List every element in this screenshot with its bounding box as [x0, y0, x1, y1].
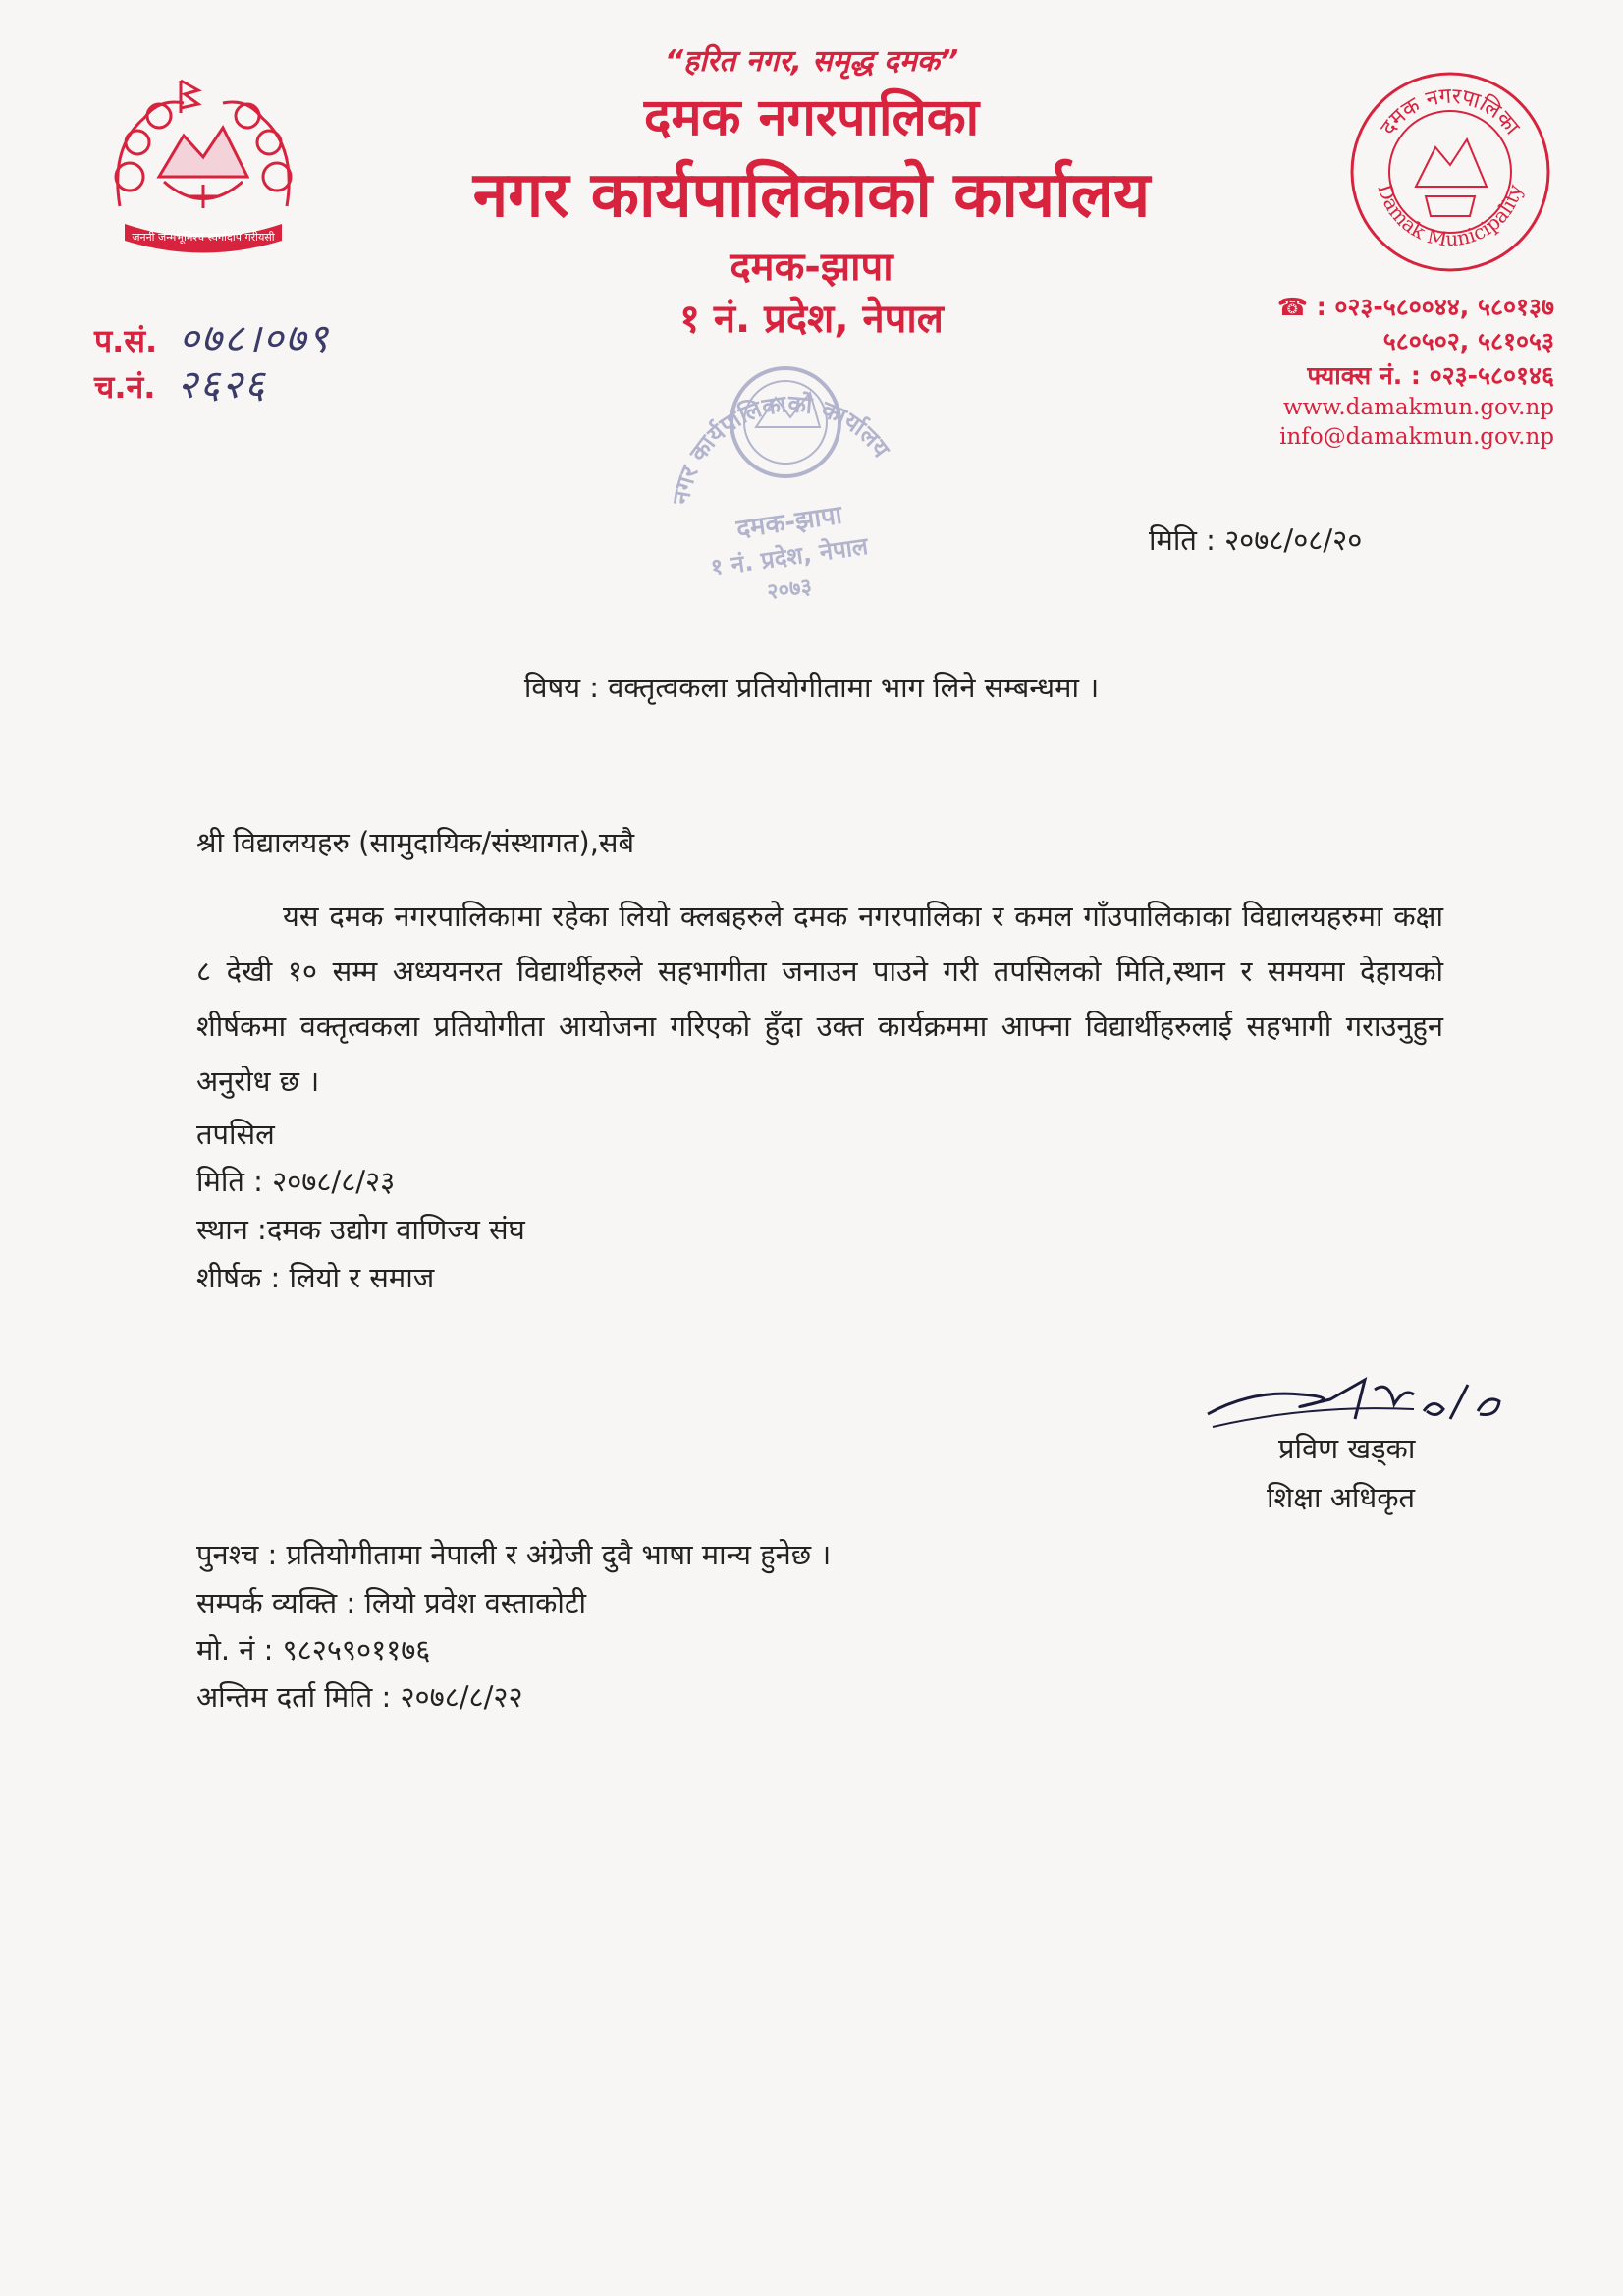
details-venue: स्थान :दमक उद्योग वाणिज्य संघ	[196, 1213, 525, 1246]
seal-bottom-text: Damak Municipality	[1373, 181, 1528, 251]
cn-value: २६२६	[177, 362, 267, 408]
letter-date: मिति : २०७८/०८/२०	[1149, 523, 1363, 557]
details-heading: तपसिल	[196, 1118, 275, 1151]
ps-label: प.सं.	[94, 322, 158, 359]
office-province: १ नं. प्रदेश, नेपाल	[679, 297, 944, 342]
office-location: दमक-झापा	[730, 245, 893, 290]
office-stamp-icon	[643, 329, 928, 614]
phone-line-2: ५८०५०२, ५८१०५३	[1382, 327, 1554, 355]
cn-number	[94, 355, 267, 410]
ps-value: ०७८।०७९	[179, 316, 331, 361]
stamp-line-4: २०७३	[765, 574, 814, 606]
details-date: मिति : २०७८/८/२३	[196, 1165, 396, 1198]
stamp-line-1: नगर कार्यपालिकाको कार्यालय	[667, 390, 895, 507]
svg-text:नगर कार्यपालिकाको कार्यालय	[654, 376, 900, 511]
postscript-deadline: अन्तिम दर्ता मिति : २०७८/८/२२	[196, 1680, 523, 1714]
municipality-name: दमक नगरपालिका	[643, 88, 980, 147]
letter-addressee: श्री विद्यालयहरु (सामुदायिक/संस्थागत),सबै	[196, 826, 635, 859]
stamp-line-3: १ नं. प्रदेश, नेपाल	[709, 531, 870, 582]
emblem-caption: जननी जन्मभूमिश्च स्वर्गादपि गरीयसी	[132, 231, 275, 244]
stamp-line-2: दमक-झापा	[734, 500, 844, 545]
postscript-contact-person: सम्पर्क व्यक्ति : लियो प्रवेश वस्ताकोटी	[196, 1586, 586, 1619]
slogan: “हरित नगर, समृद्ध दमक”	[664, 44, 959, 79]
letter-paragraph: यस दमक नगरपालिकामा रहेका लियो क्लबहरुले दमक नगरपालिका र कमल गाँउपालिकाका विद्यालयहरुमा कक्षा ८ देखी १० सम्म अध्ययनरत विद्यार्थीहरुले सहभागीता जनाउन पाउने गरी तपसिलको मिति,स्थान र समयमा देहायको शीर्षकमा वक्तृत्वकला प्रतियोगीता आयोजना गरिएको हुँदा उक्त कार्यक्रममा आफ्ना विद्यार्थीहरुलाई सहभागी गराउनुहुन अनुरोध छ ।	[196, 900, 1443, 1098]
signatory-title: शिक्षा अधिकृत	[1267, 1481, 1416, 1514]
office-name: नगर कार्यपालिकाको कार्यालय	[472, 159, 1151, 232]
letter-subject: विषय : वक्तृत्वकला प्रतियोगीतामा भाग लिने सम्बन्धमा ।	[523, 671, 1100, 704]
phone-line-1: ☎ : ०२३-५८००४४, ५८०१३७	[1276, 293, 1554, 321]
website-link[interactable]: www.damakmun.gov.np	[1283, 395, 1554, 420]
email-link[interactable]: info@damakmun.gov.np	[1279, 424, 1554, 450]
details-topic: शीर्षक : लियो र समाज	[196, 1261, 435, 1294]
postscript-note: पुनश्च : प्रतियोगीतामा नेपाली र अंग्रेजी दुवै भाषा मान्य हुनेछ ।	[196, 1538, 832, 1571]
fax-number: फ्याक्स नं. : ०२३-५८०१४६	[1307, 361, 1554, 390]
seal-top-text: दमक नगरपालिका	[1376, 83, 1525, 140]
signatory-name: प्रविण खड्का	[1278, 1432, 1416, 1465]
cn-label: च.नं.	[94, 368, 156, 406]
postscript-mobile: मो. नं : ९८२५९०११७६	[196, 1633, 431, 1667]
